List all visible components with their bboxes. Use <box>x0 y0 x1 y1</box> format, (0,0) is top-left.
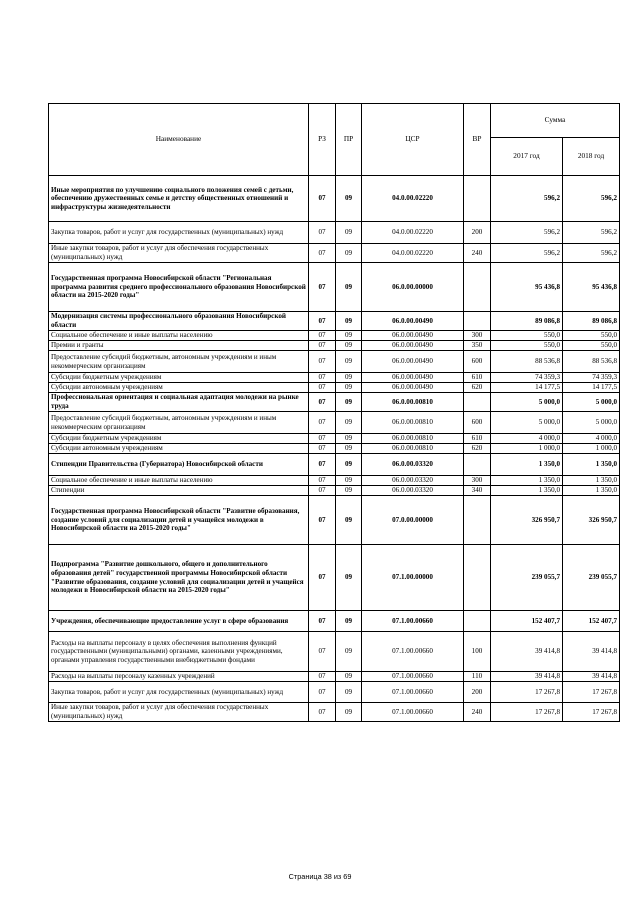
cell-sum-2018: 5 000,0 <box>563 393 620 412</box>
cell-vr: 300 <box>464 331 491 341</box>
cell-sum-2017: 5 000,0 <box>491 393 563 412</box>
cell-sum-2018: 152 407,7 <box>563 611 620 632</box>
cell-vr: 300 <box>464 476 491 486</box>
cell-rz: 07 <box>309 703 336 722</box>
cell-rz: 07 <box>309 682 336 703</box>
cell-name: Субсидии бюджетным учреждениям <box>49 373 309 383</box>
cell-csr: 06.0.00.00490 <box>362 373 464 383</box>
header-csr: ЦСР <box>362 104 464 176</box>
cell-csr: 07.1.00.00660 <box>362 632 464 672</box>
cell-pr: 09 <box>336 486 362 496</box>
header-rz: РЗ <box>309 104 336 176</box>
cell-name: Субсидии автономным учреждениям <box>49 444 309 454</box>
cell-pr: 09 <box>336 444 362 454</box>
cell-csr: 06.0.00.00810 <box>362 393 464 412</box>
table-row <box>49 703 620 722</box>
cell-csr: 06.0.00.00810 <box>362 444 464 454</box>
cell-pr: 09 <box>336 312 362 331</box>
cell-pr: 09 <box>336 383 362 393</box>
table-row <box>49 454 620 476</box>
cell-name: Иные мероприятия по улучшению социального положения семей с детьми, обеспечению дружественных семье и детству общественных отношений и инфраструктуры жизнедеятельности <box>49 176 309 222</box>
cell-pr: 09 <box>336 476 362 486</box>
cell-pr: 09 <box>336 454 362 476</box>
cell-csr: 06.0.00.00490 <box>362 341 464 351</box>
table-row <box>49 496 620 545</box>
cell-sum-2017: 596,2 <box>491 222 563 244</box>
cell-csr: 07.1.00.00660 <box>362 611 464 632</box>
header-vr: ВР <box>464 104 491 176</box>
cell-csr: 06.0.00.00000 <box>362 263 464 312</box>
cell-name: Стипендии <box>49 486 309 496</box>
cell-sum-2017: 1 350,0 <box>491 476 563 486</box>
cell-sum-2018: 596,2 <box>563 176 620 222</box>
cell-pr: 09 <box>336 222 362 244</box>
cell-sum-2018: 17 267,8 <box>563 682 620 703</box>
table-row <box>49 393 620 412</box>
cell-vr <box>464 611 491 632</box>
cell-rz: 07 <box>309 632 336 672</box>
cell-name: Иные закупки товаров, работ и услуг для обеспечения государственных (муниципальных) нужд <box>49 703 309 722</box>
cell-sum-2018: 550,0 <box>563 331 620 341</box>
cell-sum-2018: 14 177,5 <box>563 383 620 393</box>
cell-name: Иные закупки товаров, работ и услуг для обеспечения государственных (муниципальных) нужд <box>49 244 309 263</box>
cell-sum-2017: 17 267,8 <box>491 682 563 703</box>
cell-sum-2018: 74 359,3 <box>563 373 620 383</box>
cell-name: Премии и гранты <box>49 341 309 351</box>
cell-csr: 06.0.00.03320 <box>362 486 464 496</box>
table-row <box>49 331 620 341</box>
cell-rz: 07 <box>309 341 336 351</box>
cell-vr: 620 <box>464 383 491 393</box>
cell-sum-2018: 1 350,0 <box>563 454 620 476</box>
cell-vr: 240 <box>464 244 491 263</box>
cell-rz: 07 <box>309 373 336 383</box>
cell-sum-2017: 1 350,0 <box>491 486 563 496</box>
cell-sum-2018: 596,2 <box>563 222 620 244</box>
cell-pr: 09 <box>336 412 362 434</box>
cell-vr <box>464 312 491 331</box>
cell-pr: 09 <box>336 672 362 682</box>
cell-sum-2018: 39 414,8 <box>563 672 620 682</box>
cell-pr: 09 <box>336 393 362 412</box>
cell-vr: 600 <box>464 412 491 434</box>
table-row <box>49 476 620 486</box>
cell-name: Государственная программа Новосибирской области "Развитие образования, создание условий для социализации детей и учащейся молодежи в Новосибирской области на 2015-2020 годы" <box>49 496 309 545</box>
cell-sum-2018: 39 414,8 <box>563 632 620 672</box>
table-row <box>49 486 620 496</box>
cell-sum-2017: 5 000,0 <box>491 412 563 434</box>
cell-csr: 06.0.00.00490 <box>362 351 464 373</box>
cell-pr: 09 <box>336 496 362 545</box>
cell-rz: 07 <box>309 545 336 611</box>
cell-name: Стипендии Правительства (Губернатора) Новосибирской области <box>49 454 309 476</box>
cell-csr: 06.0.00.00490 <box>362 383 464 393</box>
cell-rz: 07 <box>309 496 336 545</box>
cell-name: Предоставление субсидий бюджетным, автономным учреждениям и иным некоммерческим организациям <box>49 351 309 373</box>
cell-sum-2017: 95 436,8 <box>491 263 563 312</box>
cell-rz: 07 <box>309 454 336 476</box>
cell-sum-2018: 596,2 <box>563 244 620 263</box>
cell-pr: 09 <box>336 176 362 222</box>
cell-name: Учреждения, обеспечивающие предоставление услуг в сфере образования <box>49 611 309 632</box>
cell-name: Предоставление субсидий бюджетным, автономным учреждениям и иным некоммерческим организациям <box>49 412 309 434</box>
cell-rz: 07 <box>309 176 336 222</box>
cell-vr: 340 <box>464 486 491 496</box>
cell-sum-2017: 550,0 <box>491 331 563 341</box>
cell-sum-2017: 14 177,5 <box>491 383 563 393</box>
cell-name: Закупка товаров, работ и услуг для государственных (муниципальных) нужд <box>49 222 309 244</box>
cell-csr: 06.0.00.00490 <box>362 331 464 341</box>
cell-vr <box>464 263 491 312</box>
header-name: Наименование <box>49 104 309 176</box>
cell-csr: 07.1.00.00660 <box>362 672 464 682</box>
cell-pr: 09 <box>336 545 362 611</box>
table-row <box>49 682 620 703</box>
table-row <box>49 312 620 331</box>
cell-vr: 610 <box>464 373 491 383</box>
cell-name: Субсидии бюджетным учреждениям <box>49 434 309 444</box>
cell-sum-2018: 17 267,8 <box>563 703 620 722</box>
cell-csr: 04.0.00.02220 <box>362 222 464 244</box>
cell-vr: 240 <box>464 703 491 722</box>
cell-csr: 06.0.00.03320 <box>362 476 464 486</box>
cell-vr: 620 <box>464 444 491 454</box>
table-row <box>49 412 620 434</box>
cell-sum-2018: 95 436,8 <box>563 263 620 312</box>
cell-vr: 110 <box>464 672 491 682</box>
cell-pr: 09 <box>336 331 362 341</box>
table-row <box>49 341 620 351</box>
cell-csr: 04.0.00.02220 <box>362 244 464 263</box>
cell-sum-2017: 88 536,8 <box>491 351 563 373</box>
cell-sum-2017: 239 055,7 <box>491 545 563 611</box>
cell-name: Расходы на выплаты персоналу в целях обеспечения выполнения функций государственными (муниципальными) органами, казенными учреждениями, органами управления государственными внебюджетными фондами <box>49 632 309 672</box>
cell-pr: 09 <box>336 632 362 672</box>
cell-pr: 09 <box>336 341 362 351</box>
cell-csr: 07.1.00.00000 <box>362 545 464 611</box>
cell-vr: 350 <box>464 341 491 351</box>
cell-vr: 200 <box>464 682 491 703</box>
cell-rz: 07 <box>309 486 336 496</box>
cell-vr <box>464 496 491 545</box>
table-row <box>49 672 620 682</box>
cell-sum-2017: 596,2 <box>491 244 563 263</box>
cell-rz: 07 <box>309 393 336 412</box>
cell-rz: 07 <box>309 412 336 434</box>
table-row <box>49 263 620 312</box>
cell-rz: 07 <box>309 263 336 312</box>
cell-sum-2017: 17 267,8 <box>491 703 563 722</box>
cell-sum-2017: 39 414,8 <box>491 672 563 682</box>
table-row <box>49 373 620 383</box>
cell-rz: 07 <box>309 383 336 393</box>
cell-name: Модернизация системы профессионального образования Новосибирской области <box>49 312 309 331</box>
table-row <box>49 444 620 454</box>
cell-pr: 09 <box>336 682 362 703</box>
cell-rz: 07 <box>309 611 336 632</box>
cell-pr: 09 <box>336 703 362 722</box>
cell-vr <box>464 176 491 222</box>
page-number: Страница 38 из 69 <box>288 872 352 881</box>
cell-vr: 600 <box>464 351 491 373</box>
cell-csr: 07.0.00.00000 <box>362 496 464 545</box>
cell-name: Подпрограмма "Развитие дошкольного, общего и дополнительного образования детей" государственной программы Новосибирской области "Развитие образования, создание условий для социализации детей и учащейся молодежи в Новосибирской области на 2015-2020 годы" <box>49 545 309 611</box>
cell-sum-2017: 550,0 <box>491 341 563 351</box>
cell-name: Профессиональная ориентация и социальная адаптация молодежи на рынке труда <box>49 393 309 412</box>
cell-name: Расходы на выплаты персоналу казенных учреждений <box>49 672 309 682</box>
cell-vr: 610 <box>464 434 491 444</box>
cell-pr: 09 <box>336 373 362 383</box>
cell-sum-2018: 4 000,0 <box>563 434 620 444</box>
table-row <box>49 176 620 222</box>
header-year-2018: 2018 год <box>563 138 620 176</box>
cell-name: Субсидии автономным учреждениям <box>49 383 309 393</box>
cell-sum-2018: 1 350,0 <box>563 476 620 486</box>
cell-name: Социальное обеспечение и иные выплаты населению <box>49 331 309 341</box>
cell-sum-2017: 39 414,8 <box>491 632 563 672</box>
table-row <box>49 611 620 632</box>
cell-vr <box>464 393 491 412</box>
cell-sum-2018: 239 055,7 <box>563 545 620 611</box>
cell-sum-2017: 596,2 <box>491 176 563 222</box>
cell-sum-2017: 1 350,0 <box>491 454 563 476</box>
cell-name: Закупка товаров, работ и услуг для государственных (муниципальных) нужд <box>49 682 309 703</box>
cell-vr: 200 <box>464 222 491 244</box>
cell-csr: 06.0.00.00810 <box>362 412 464 434</box>
cell-name: Социальное обеспечение и иные выплаты населению <box>49 476 309 486</box>
cell-sum-2018: 1 350,0 <box>563 486 620 496</box>
table-row <box>49 632 620 672</box>
cell-sum-2017: 89 086,8 <box>491 312 563 331</box>
cell-sum-2017: 74 359,3 <box>491 373 563 383</box>
cell-vr <box>464 454 491 476</box>
cell-rz: 07 <box>309 672 336 682</box>
cell-rz: 07 <box>309 244 336 263</box>
cell-pr: 09 <box>336 434 362 444</box>
table-row <box>49 351 620 373</box>
cell-sum-2017: 152 407,7 <box>491 611 563 632</box>
header-sum: Сумма <box>491 104 620 138</box>
cell-sum-2018: 1 000,0 <box>563 444 620 454</box>
cell-pr: 09 <box>336 351 362 373</box>
cell-name: Государственная программа Новосибирской области "Региональная программа развития среднего профессионального образования Новосибирской области на 2015-2020 годы" <box>49 263 309 312</box>
cell-sum-2018: 5 000,0 <box>563 412 620 434</box>
table-row <box>49 244 620 263</box>
cell-sum-2018: 89 086,8 <box>563 312 620 331</box>
cell-csr: 04.0.00.02220 <box>362 176 464 222</box>
table-row <box>49 383 620 393</box>
cell-csr: 07.1.00.00660 <box>362 682 464 703</box>
cell-sum-2017: 4 000,0 <box>491 434 563 444</box>
cell-csr: 06.0.00.03320 <box>362 454 464 476</box>
cell-rz: 07 <box>309 476 336 486</box>
header-pr: ПР <box>336 104 362 176</box>
table-row <box>49 222 620 244</box>
cell-pr: 09 <box>336 611 362 632</box>
cell-vr: 100 <box>464 632 491 672</box>
cell-vr <box>464 545 491 611</box>
cell-rz: 07 <box>309 444 336 454</box>
header-year-2017: 2017 год <box>491 138 563 176</box>
cell-pr: 09 <box>336 244 362 263</box>
cell-rz: 07 <box>309 331 336 341</box>
cell-rz: 07 <box>309 222 336 244</box>
cell-csr: 06.0.00.00810 <box>362 434 464 444</box>
cell-pr: 09 <box>336 263 362 312</box>
cell-sum-2017: 326 950,7 <box>491 496 563 545</box>
cell-sum-2018: 326 950,7 <box>563 496 620 545</box>
cell-sum-2018: 550,0 <box>563 341 620 351</box>
cell-sum-2017: 1 000,0 <box>491 444 563 454</box>
cell-rz: 07 <box>309 434 336 444</box>
cell-csr: 06.0.00.00490 <box>362 312 464 331</box>
table-row <box>49 545 620 611</box>
cell-rz: 07 <box>309 351 336 373</box>
table-row <box>49 434 620 444</box>
budget-table <box>48 103 620 722</box>
cell-sum-2018: 88 536,8 <box>563 351 620 373</box>
cell-rz: 07 <box>309 312 336 331</box>
cell-csr: 07.1.00.00660 <box>362 703 464 722</box>
